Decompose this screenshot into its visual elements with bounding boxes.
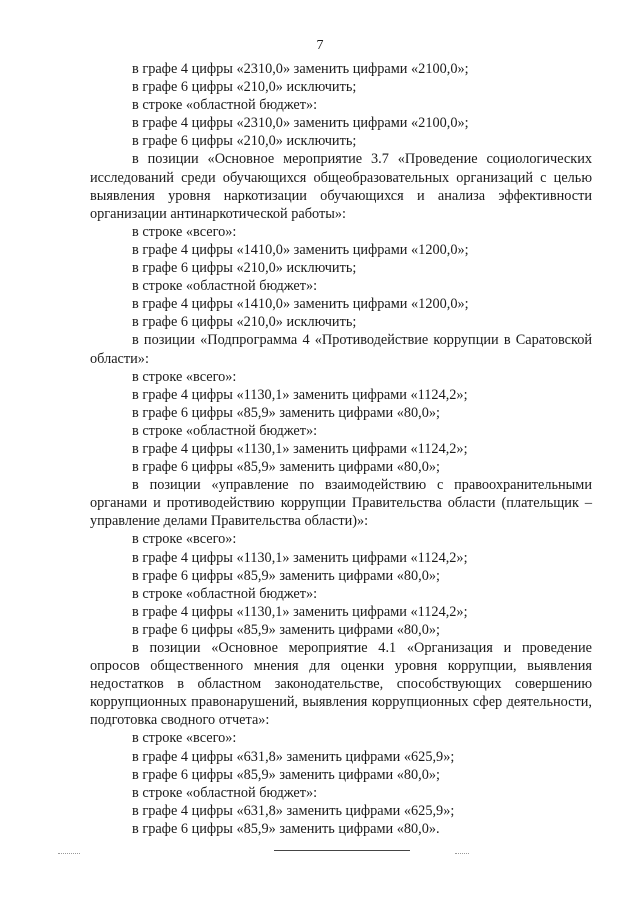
document-body (90, 60, 592, 838)
paragraph-line: в графе 4 цифры «1130,1» заменить цифрами «1124,2»; (132, 386, 468, 403)
paragraph-line: в строке «областной бюджет»: (132, 278, 318, 295)
paragraph-line: в графе 6 цифры «85,9» заменить цифрами «80,0». (132, 820, 440, 837)
paragraph-line: в графе 4 цифры «631,8» заменить цифрами «625,9»; (132, 802, 455, 819)
paragraph-line: в графе 4 цифры «1130,1» заменить цифрами «1124,2»; (132, 603, 468, 620)
paragraph-line: в графе 6 цифры «85,9» заменить цифрами «80,0»; (132, 766, 441, 783)
paragraph-line: в графе 6 цифры «85,9» заменить цифрами «80,0»; (132, 567, 441, 584)
paragraph-line: в позиции «Подпрограмма 4 «Противодействие коррупции в Саратовской области»: (90, 332, 592, 367)
paragraph-line: в графе 4 цифры «2310,0» заменить цифрами «2100,0»; (132, 61, 469, 77)
paragraph-line: в графе 6 цифры «85,9» заменить цифрами «80,0»; (132, 621, 441, 638)
paragraph-line: в строке «областной бюджет»: (132, 585, 318, 602)
page-number: 7 (316, 38, 324, 53)
paragraph-line: в строке «областной бюджет»: (132, 784, 318, 801)
paragraph-line: в графе 4 цифры «2310,0» заменить цифрами «2100,0»; (132, 115, 469, 132)
paragraph-line: в строке «всего»: (132, 368, 237, 385)
paragraph-line: в позиции «Основное мероприятие 4.1 «Организация и проведение опросов общественного мнения для оценки уровня коррупции, выявления недостатков в областном законодательстве, способствующих совершению коррупционных правонарушений, выявления коррупционных сфер деятельности, подготовка сводного отчета»: (90, 640, 592, 729)
scan-artifact-left (58, 853, 80, 854)
paragraph-line: в позиции «Основное мероприятие 3.7 «Проведение социологических исследований среди обучающихся общеобразовательных организаций с целью выявления уровня наркотизации обучающихся и анализа эффективности организации антинаркотической работы»: (90, 151, 592, 222)
paragraph-line: в графе 6 цифры «85,9» заменить цифрами «80,0»; (132, 459, 441, 476)
paragraph-line: в графе 6 цифры «85,9» заменить цифрами «80,0»; (132, 404, 441, 421)
paragraph-line: в графе 6 цифры «210,0» исключить; (132, 133, 357, 150)
paragraph-line: в графе 6 цифры «210,0» исключить; (132, 260, 357, 277)
paragraph-line: в графе 4 цифры «1410,0» заменить цифрами «1200,0»; (132, 241, 469, 258)
paragraph-line: в строке «всего»: (132, 531, 237, 548)
paragraph-line: в графе 6 цифры «210,0» исключить; (132, 79, 357, 96)
paragraph-line: в строке «всего»: (132, 223, 237, 240)
paragraph-line: в строке «областной бюджет»: (132, 422, 318, 439)
paragraph-line: в графе 4 цифры «631,8» заменить цифрами «625,9»; (132, 748, 455, 765)
end-of-text-rule (274, 850, 410, 851)
paragraph-line: в графе 4 цифры «1410,0» заменить цифрами «1200,0»; (132, 296, 469, 313)
paragraph-line: в строке «всего»: (132, 730, 237, 747)
paragraph-line: в строке «областной бюджет»: (132, 97, 318, 114)
paragraph-line: в позиции «управление по взаимодействию с правоохранительными органами и противодействию коррупции Правительства области (плательщик – управление делами Правительства области)»: (90, 477, 592, 530)
paragraph-line: в графе 6 цифры «210,0» исключить; (132, 314, 357, 331)
paragraph-line: в графе 4 цифры «1130,1» заменить цифрами «1124,2»; (132, 440, 468, 457)
paragraph-line: в графе 4 цифры «1130,1» заменить цифрами «1124,2»; (132, 549, 468, 566)
scan-artifact-right (455, 853, 469, 854)
